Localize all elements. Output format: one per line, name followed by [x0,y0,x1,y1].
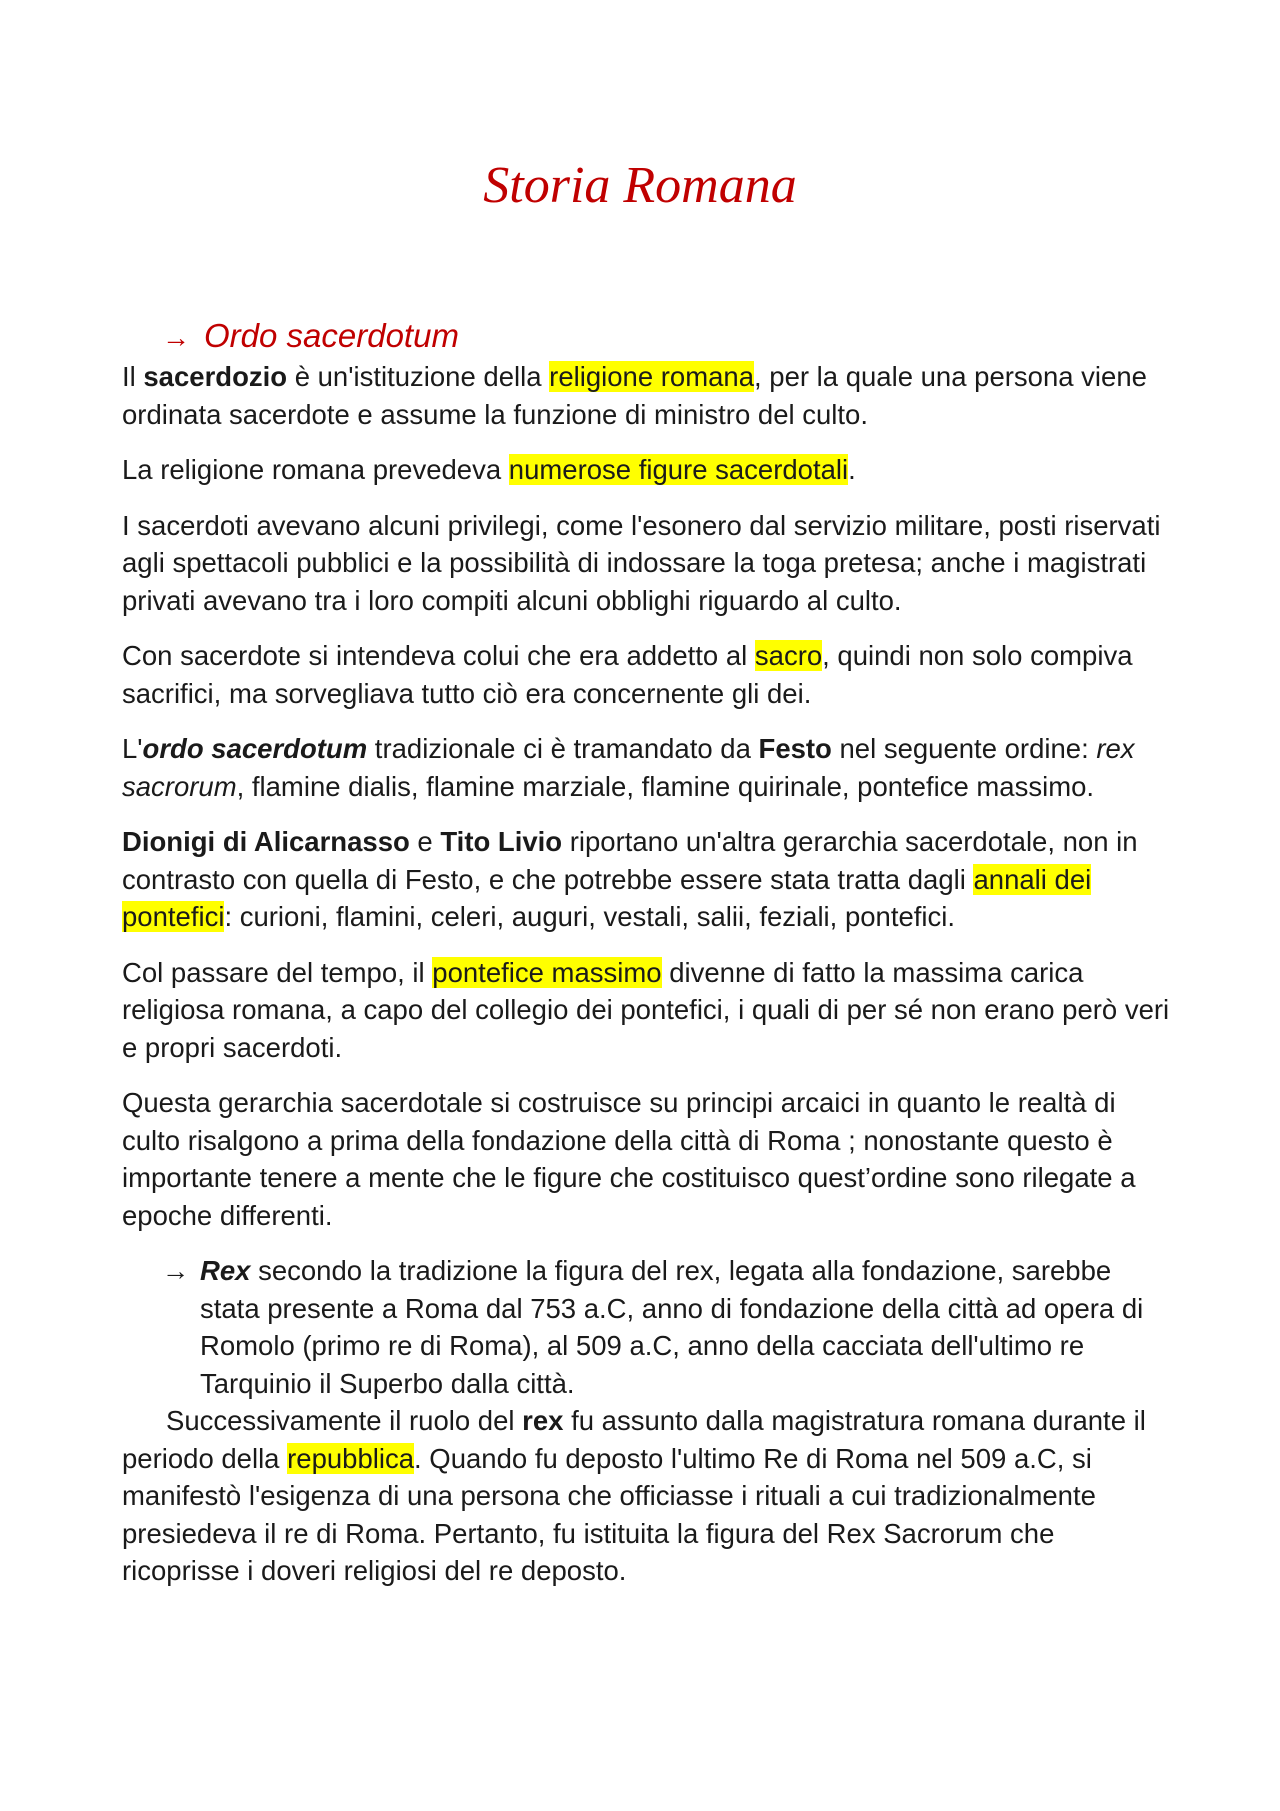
highlight: repubblica [287,1442,415,1474]
paragraph-festo: L'ordo sacerdotum tradizionale ci è tramandato da Festo nel seguente ordine: rex sacrorum, flamine dialis, flamine marziale, flamine quirinale, pontefice massimo. [122,733,1135,802]
bold-term: Tito Livio [440,826,563,857]
bold-term: sacerdozio [143,361,288,392]
paragraph-sacerdozio: Il sacerdozio è un'istituzione della religione romana, per la quale una persona viene ordinata sacerdote e assume la funzione di ministro del culto. [122,361,1147,430]
section-heading-text: Ordo sacerdotum [204,317,459,354]
arrow-icon: → [162,1255,190,1286]
italic-term: rex sacrorum [122,733,1135,802]
arrow-icon: → [162,322,190,353]
paragraph-dionigi-livio: Dionigi di Alicarnasso e Tito Livio riportano un'altra gerarchia sacerdotale, non in contrasto con quella di Festo, e che potrebbe essere stata tratta dagli annali dei pontefici: curioni, flamini, celeri, auguri, vestali, salii, feziali, pontefici. [122,826,1138,932]
paragraph-privilegi: I sacerdoti avevano alcuni privilegi, come l'esonero dal servizio militare, posti riservati agli spettacoli pubblici e la possibilità di indossare la toga pretesa; anche i magistrati privati avevano tra i loro compiti alcuni obblighi riguardo al culto. [122,509,1161,616]
paragraph-rex-sacrorum: Successivamente il ruolo del rex fu assunto dalla magistratura romana durante il periodo della repubblica. Quando fu deposto l'ultimo Re di Roma nel 509 a.C, si manifestò l'esigenza di una persona che officiasse i rituali a cui tradizionalmente presiedeva il re di Roma. Pertanto, fu istituita la figura del Rex Sacrorum che ricoprisse i doveri religiosi del re deposto. [122,1405,1146,1586]
paragraph-pontefice-massimo: Col passare del tempo, il pontefice massimo divenne di fatto la massima carica religiosa romana, a capo del collegio dei pontefici, i quali di per sé non erano però veri e propri sacerdoti. [122,956,1170,1063]
paragraph-gerarchia: Questa gerarchia sacerdotale si costruisce su principi arcaici in quanto le realtà di culto risalgono a prima della fondazione della città di Roma ; nonostante questo è importante tenere a mente che le figure che costituisco quest’ordine sono rilegate a epoche differenti. [122,1087,1136,1231]
bold-term: Dionigi di Alicarnasso [122,826,410,857]
document-body [122,316,1172,1608]
section-heading [122,316,1172,358]
bold-italic-term: Rex [200,1255,251,1286]
bullet-item-rex: → Rex secondo la tradizione la figura del rex, legata alla fondazione, sarebbe stata presente a Roma dal 753 a.C, anno di fondazione della città ad opera di Romolo (primo re di Roma), al 509 a.C, anno della cacciata dell'ultimo re Tarquinio il Superbo dalla città. [122,1252,1172,1402]
page-title: Storia Romana [483,157,797,214]
paragraph-sacro: Con sacerdote si intendeva colui che era addetto al sacro, quindi non solo compiva sacrifici, ma sorvegliava tutto ciò era concernente gli dei. [122,640,1133,709]
bold-term: rex [522,1405,564,1436]
highlight: pontefice massimo [432,956,662,988]
highlight: numerose figure sacerdotali [508,454,849,485]
highlight: annali dei pontefici [122,863,1092,932]
highlight: sacro [754,640,823,671]
bold-italic-term: ordo sacerdotum [142,733,368,764]
bold-term: Festo [758,733,832,764]
paragraph-figure-sacerdotali: La religione romana prevedeva numerose figure sacerdotali. [122,454,856,485]
highlight: religione romana [549,361,754,392]
